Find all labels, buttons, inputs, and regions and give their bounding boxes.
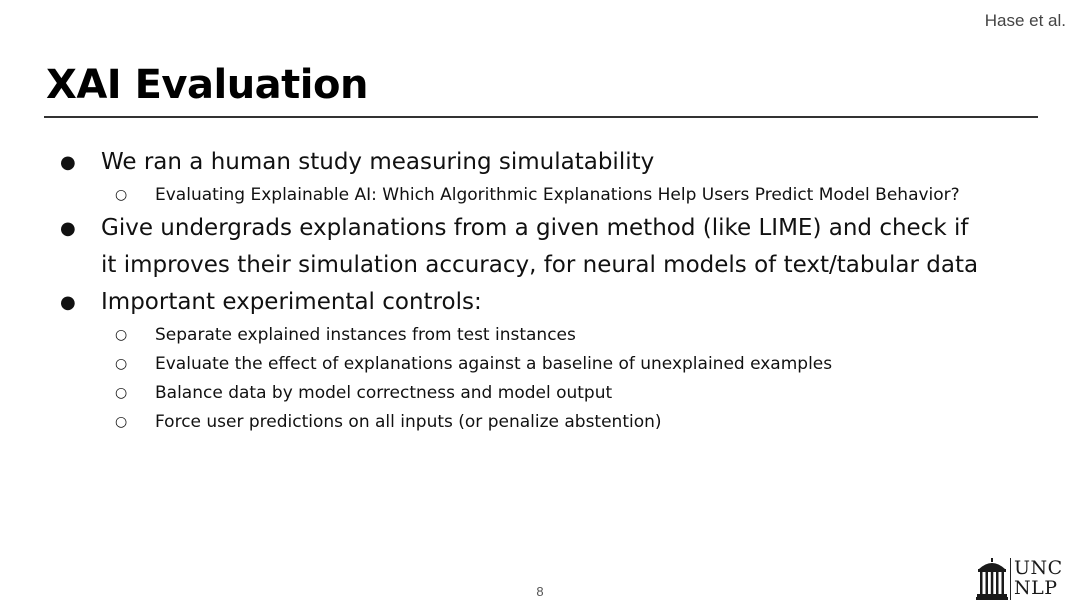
- citation: Hase et al.: [984, 11, 1066, 30]
- slide-title: XAI Evaluation: [46, 62, 368, 108]
- sub-bullet-item: [0, 350, 1080, 379]
- sub-bullet-icon: ○: [115, 414, 128, 430]
- bullet-list: [0, 144, 1080, 437]
- bullet-icon: ●: [60, 152, 76, 173]
- bullet-text: Give undergrads explanations from a given method (like LIME) and check if it improves their simulation accuracy, for neural models of text/tabular data: [101, 215, 979, 278]
- sub-bullet-icon: ○: [115, 385, 128, 401]
- logo-line-nlp: NLP: [1014, 577, 1058, 599]
- bullet-icon: ●: [60, 218, 76, 239]
- sub-bullet-item: [0, 321, 1080, 350]
- sub-bullet-text: Evaluating Explainable AI: Which Algorithmic Explanations Help Users Predict Model Behavior?: [155, 185, 960, 205]
- sub-bullet-item: [0, 379, 1080, 408]
- bullet-item: [0, 284, 981, 321]
- sub-bullet-text: Separate explained instances from test instances: [155, 325, 576, 345]
- logo-divider: [1010, 558, 1011, 600]
- page-number: 8: [536, 584, 544, 599]
- unc-nlp-logo: [976, 556, 1072, 602]
- sub-bullet-text: Balance data by model correctness and model output: [155, 383, 613, 403]
- logo-line-unc: UNC: [1014, 557, 1063, 579]
- sub-bullet-text: Evaluate the effect of explanations against a baseline of unexplained examples: [155, 354, 833, 374]
- bullet-item: [0, 210, 981, 284]
- title-divider: [44, 116, 1038, 118]
- sub-bullet-icon: ○: [115, 187, 128, 203]
- bullet-text: We ran a human study measuring simulatability: [101, 149, 655, 175]
- sub-bullet-icon: ○: [115, 356, 128, 372]
- bullet-icon: ●: [60, 292, 76, 313]
- bullet-text: Important experimental controls:: [101, 289, 482, 315]
- bullet-item: [0, 144, 981, 181]
- old-well-icon: [976, 557, 1008, 601]
- sub-bullet-item: [0, 181, 1080, 210]
- sub-bullet-item: [0, 408, 1080, 437]
- sub-bullet-text: Force user predictions on all inputs (or penalize abstention): [155, 412, 662, 432]
- sub-bullet-icon: ○: [115, 327, 128, 343]
- logo-text: [1014, 558, 1063, 598]
